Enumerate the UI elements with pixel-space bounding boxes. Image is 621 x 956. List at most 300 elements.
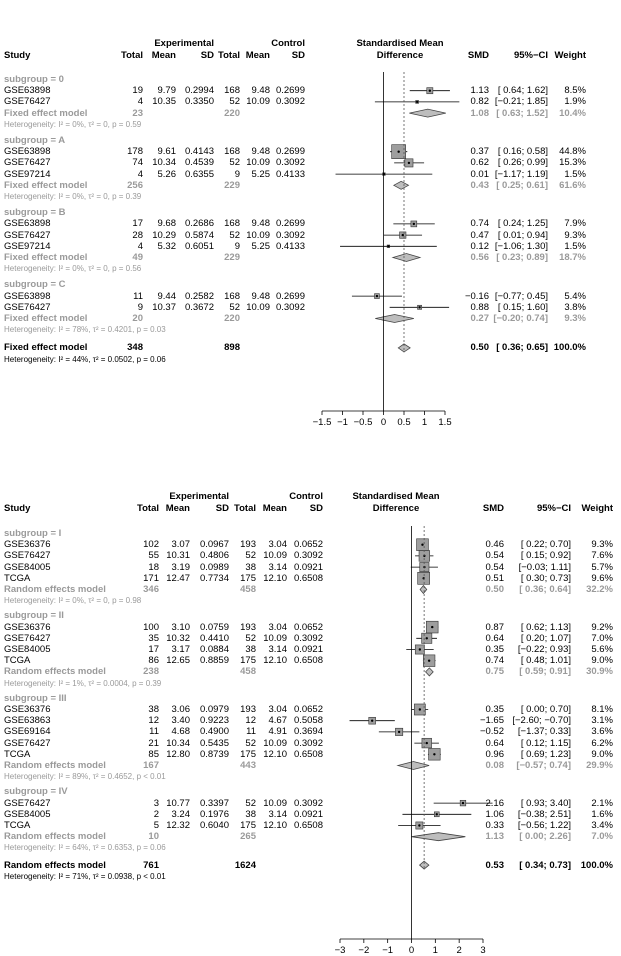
study-name: GSE76427: [4, 737, 51, 749]
effect-point: [433, 753, 435, 755]
ctl-sd: 0.4133: [275, 168, 305, 180]
ctl-mean: 3.14: [268, 808, 287, 820]
subgroup-summary-label: Random effects model: [4, 666, 106, 678]
exp-total: 102: [143, 539, 159, 551]
subgroup-label: subgroup = 0: [4, 74, 64, 85]
exp-mean: 3.19: [171, 561, 190, 573]
subgroup-smd: 0.50: [485, 584, 504, 595]
subgroup-heterogeneity: Heterogeneity: I² = 0%, τ² = 0, p = 0.98: [4, 596, 142, 606]
ctl-sd: 0.6508: [293, 820, 323, 831]
exp-sd: 0.7734: [199, 572, 229, 584]
exp-total: 74: [132, 157, 143, 169]
weight-value: 9.3%: [591, 539, 613, 551]
overall-ctl-total: 898: [224, 342, 240, 354]
ci-value: [ 0.30; 0.73]: [520, 572, 571, 584]
weight-value: 1.9%: [564, 96, 586, 108]
ctl-total: 193: [240, 621, 256, 633]
overall-weight: 100.0%: [580, 859, 613, 871]
study-name: TCGA: [4, 748, 31, 760]
exp-sd: 0.6355: [184, 168, 214, 180]
ctl-mean: 10.09: [246, 229, 270, 241]
ctl-sd: 0.3092: [275, 229, 305, 241]
overall-heterogeneity: Heterogeneity: I² = 71%, τ² = 0.0938, p < 0.01: [4, 871, 166, 881]
smd-value: 0.87: [485, 621, 504, 633]
exp-mean: 10.29: [152, 229, 176, 241]
exp-mean: 10.32: [166, 632, 190, 644]
study-name: GSE76427: [4, 632, 51, 644]
subgroup-ctl-total: 229: [224, 179, 240, 191]
ctl-mean: 10.09: [263, 550, 287, 562]
exp-sd: 0.5435: [199, 737, 229, 749]
ci-value: [ 0.12; 1.15]: [520, 737, 571, 749]
ctl-mean: 10.09: [263, 797, 287, 809]
ci-value: [ 0.48; 1.01]: [520, 655, 571, 667]
exp-total: 11: [133, 290, 143, 302]
ctl-sd: 0.2699: [275, 85, 305, 97]
exp-sd: 0.8739: [199, 748, 229, 760]
header-smd-line2: Difference: [376, 50, 424, 61]
ctl-sd: 0.3092: [293, 632, 323, 644]
study-name: GSE69164: [4, 726, 51, 738]
ctl-sd: 0.0921: [293, 808, 323, 820]
ci-value: [ 0.20; 1.07]: [520, 632, 571, 644]
header-control: Control: [289, 491, 323, 502]
header-study: Study: [4, 503, 31, 514]
exp-sd: 0.4410: [199, 632, 229, 644]
ci-value: [ 0.01; 0.94]: [497, 229, 548, 241]
ctl-sd: 0.3694: [293, 726, 323, 738]
subgroup-smd: 1.13: [485, 831, 504, 843]
x-tick-label: −1.5: [312, 417, 332, 428]
exp-total: 55: [148, 550, 159, 562]
header-exp-sd: SD: [215, 503, 229, 514]
ctl-mean: 3.04: [268, 704, 287, 715]
weight-value: 1.6%: [591, 808, 613, 820]
weight-value: 9.0%: [591, 748, 613, 760]
overall-ci: [ 0.34; 0.73]: [519, 859, 571, 871]
effect-point: [398, 731, 400, 733]
study-name: GSE76427: [4, 96, 51, 108]
subgroup-diamond: [375, 315, 414, 323]
ci-value: [−1.06; 1.30]: [494, 240, 548, 252]
ci-value: [ 0.24; 1.25]: [497, 218, 548, 230]
exp-total: 4: [137, 240, 143, 252]
ctl-total: 9: [234, 240, 240, 252]
weight-value: 3.6%: [591, 726, 613, 738]
ci-value: [ 0.22; 0.70]: [520, 539, 571, 551]
ci-value: [−0.22; 0.93]: [517, 644, 571, 655]
exp-total: 85: [148, 748, 159, 760]
effect-point: [371, 720, 373, 722]
weight-value: 3.8%: [564, 301, 586, 313]
study-name: GSE63863: [4, 715, 51, 727]
ctl-mean: 3.14: [268, 644, 287, 655]
subgroup-ci: [ 0.00; 2.26]: [519, 831, 571, 843]
ctl-mean: 10.09: [246, 157, 270, 169]
subgroup-ctl-total: 443: [240, 760, 256, 771]
subgroup-weight: 7.0%: [591, 831, 613, 843]
ctl-total: 52: [229, 157, 240, 169]
exp-total: 21: [148, 737, 159, 749]
ci-value: [ 0.93; 3.40]: [520, 797, 571, 809]
smd-value: 0.35: [485, 644, 504, 655]
x-tick-label: −3: [334, 945, 346, 956]
exp-total: 4: [137, 168, 143, 180]
study-name: GSE36376: [4, 621, 51, 633]
ctl-total: 52: [245, 797, 256, 809]
ctl-mean: 4.67: [268, 715, 287, 727]
study-name: GSE97214: [4, 168, 51, 180]
exp-total: 9: [137, 301, 143, 313]
ctl-total: 12: [245, 715, 256, 727]
subgroup-diamond: [412, 833, 466, 841]
ctl-mean: 10.09: [263, 632, 287, 644]
subgroup-smd: 0.56: [470, 252, 489, 263]
ci-value: [−0.21; 1.85]: [494, 96, 548, 108]
study-name: GSE84005: [4, 808, 51, 820]
subgroup-label: subgroup = C: [4, 279, 66, 291]
subgroup-ci: [−0.20; 0.74]: [493, 313, 548, 324]
exp-mean: 12.80: [166, 748, 190, 760]
ctl-mean: 9.48: [251, 146, 270, 158]
x-tick-label: 3: [480, 945, 486, 956]
x-tick-label: 1.5: [438, 417, 452, 428]
effect-point: [431, 626, 433, 628]
ctl-mean: 10.09: [246, 301, 270, 313]
exp-sd: 0.2582: [184, 290, 214, 302]
subgroup-ctl-total: 229: [224, 252, 240, 263]
weight-value: 5.6%: [591, 644, 613, 655]
exp-sd: 0.8859: [199, 655, 229, 667]
x-tick-label: −1: [382, 945, 394, 956]
exp-total: 86: [148, 655, 159, 667]
exp-mean: 4.68: [171, 726, 190, 738]
effect-point: [413, 223, 415, 225]
study-name: GSE97214: [4, 240, 51, 252]
exp-sd: 0.0759: [199, 621, 229, 633]
ci-value: [−1.17; 1.19]: [494, 168, 548, 180]
weight-value: 6.2%: [591, 737, 613, 749]
subgroup-diamond: [420, 586, 427, 594]
overall-weight: 100.0%: [553, 342, 586, 354]
ctl-mean: 9.48: [251, 290, 270, 302]
study-name: GSE76427: [4, 157, 51, 169]
ctl-sd: 0.3092: [275, 157, 305, 169]
ctl-sd: 0.0652: [293, 621, 323, 633]
header-smd: SMD: [467, 50, 489, 61]
ctl-total: 175: [240, 655, 256, 667]
exp-total: 11: [149, 726, 159, 738]
weight-value: 44.8%: [559, 146, 586, 158]
exp-mean: 3.06: [171, 704, 190, 715]
weight-value: 2.1%: [591, 797, 613, 809]
weight-value: 1.5%: [564, 240, 586, 252]
subgroup-smd: 0.27: [470, 313, 489, 324]
x-tick-label: 0: [408, 945, 415, 956]
x-tick-label: −1: [337, 417, 348, 428]
effect-point: [418, 824, 420, 826]
ctl-sd: 0.6508: [293, 655, 323, 667]
weight-value: 9.0%: [591, 655, 613, 667]
exp-mean: 9.79: [157, 85, 176, 97]
subgroup-heterogeneity: Heterogeneity: I² = 0%, τ² = 0, p = 0.59: [4, 119, 142, 129]
exp-mean: 3.10: [171, 621, 190, 633]
effect-point: [426, 637, 428, 639]
exp-sd: 0.3350: [184, 96, 214, 108]
ci-value: [ 0.69; 1.23]: [520, 748, 571, 760]
ctl-total: 38: [245, 561, 256, 573]
smd-value: 2.16: [485, 797, 504, 809]
header-exp-total: Total: [137, 503, 159, 514]
subgroup-ctl-total: 265: [240, 831, 256, 843]
x-tick-label: 2: [456, 945, 462, 956]
ci-value: [−0.77; 0.45]: [494, 290, 548, 302]
weight-value: 3.4%: [591, 820, 613, 831]
header-smd: SMD: [482, 503, 504, 514]
exp-mean: 3.07: [171, 539, 190, 551]
header-experimental: Experimental: [154, 38, 214, 49]
overall-exp-total: 348: [127, 342, 143, 354]
weight-value: 7.0%: [591, 632, 613, 644]
effect-point: [436, 813, 438, 815]
ctl-sd: 0.3092: [293, 797, 323, 809]
study-name: GSE84005: [4, 644, 51, 655]
smd-value: 0.82: [470, 96, 489, 108]
study-name: GSE63898: [4, 218, 51, 230]
subgroup-weight: 29.9%: [586, 760, 613, 771]
subgroup-diamond: [394, 181, 409, 189]
study-name: GSE76427: [4, 797, 51, 809]
exp-sd: 0.0967: [199, 539, 229, 551]
smd-value: 0.54: [485, 561, 504, 573]
smd-value: 0.37: [470, 146, 489, 158]
smd-value: 0.74: [485, 655, 504, 667]
exp-total: 171: [143, 572, 159, 584]
ctl-mean: 3.04: [268, 621, 287, 633]
ctl-mean: 4.91: [268, 726, 287, 738]
smd-value: 0.01: [470, 168, 489, 180]
header-exp-total: Total: [121, 50, 143, 61]
overall-exp-total: 761: [143, 859, 159, 871]
subgroup-summary-label: Fixed effect model: [4, 313, 88, 324]
exp-mean: 3.17: [171, 644, 190, 655]
exp-mean: 10.37: [152, 301, 176, 313]
ctl-mean: 10.09: [263, 737, 287, 749]
header-exp-mean: Mean: [151, 50, 176, 61]
study-name: GSE84005: [4, 561, 51, 573]
exp-sd: 0.5874: [184, 229, 214, 241]
smd-value: 0.88: [470, 301, 489, 313]
exp-total: 17: [148, 644, 159, 655]
header-smd-line1: Standardised Mean: [356, 38, 444, 49]
effect-point: [376, 295, 378, 297]
subgroup-heterogeneity: Heterogeneity: I² = 78%, τ² = 0.4201, p = 0.03: [4, 325, 166, 335]
exp-total: 178: [127, 146, 143, 158]
header-smd-line2: Difference: [372, 503, 420, 514]
exp-sd: 0.3397: [199, 797, 229, 809]
ctl-total: 52: [229, 229, 240, 241]
overall-heterogeneity: Heterogeneity: I² = 44%, τ² = 0.0502, p = 0.06: [4, 354, 166, 364]
ctl-mean: 5.25: [251, 240, 270, 252]
ctl-total: 38: [245, 644, 256, 655]
ci-value: [−2.60; −0.70]: [512, 715, 571, 727]
ctl-sd: 0.6508: [293, 748, 323, 760]
header-experimental: Experimental: [169, 491, 229, 502]
ci-value: [ 0.15; 0.92]: [520, 550, 571, 562]
effect-point: [419, 648, 421, 650]
exp-mean: 3.24: [171, 808, 190, 820]
header-ctl-sd: SD: [309, 503, 323, 514]
weight-value: 7.6%: [591, 550, 613, 562]
weight-value: 3.1%: [591, 715, 613, 727]
header-weight: Weight: [554, 50, 586, 61]
exp-total: 18: [148, 561, 159, 573]
subgroup-label: subgroup = II: [4, 610, 64, 622]
ctl-sd: 0.3092: [293, 737, 323, 749]
header-control: Control: [271, 38, 305, 49]
ctl-mean: 12.10: [263, 572, 287, 584]
subgroup-label: subgroup = B: [4, 207, 66, 219]
effect-point: [421, 544, 423, 546]
ctl-sd: 0.6508: [293, 572, 323, 584]
weight-value: 8.5%: [564, 85, 586, 97]
exp-sd: 0.0979: [199, 704, 229, 715]
header-ci: 95%−CI: [513, 50, 548, 61]
x-tick-label: 0.5: [397, 417, 411, 428]
ctl-mean: 12.10: [263, 820, 287, 831]
exp-sd: 0.4143: [184, 146, 214, 158]
header-ctl-mean: Mean: [245, 50, 270, 61]
exp-mean: 10.77: [166, 797, 190, 809]
subgroup-heterogeneity: Heterogeneity: I² = 0%, τ² = 0, p = 0.56: [4, 264, 142, 274]
study-name: TCGA: [4, 572, 31, 584]
exp-mean: 3.40: [171, 715, 190, 727]
ctl-sd: 0.0652: [293, 704, 323, 715]
ctl-total: 193: [240, 539, 256, 551]
smd-value: 0.12: [470, 240, 489, 252]
ci-value: [ 0.16; 0.58]: [497, 146, 548, 158]
effect-point: [416, 101, 418, 103]
subgroup-weight: 9.3%: [564, 313, 586, 324]
ctl-sd: 0.2699: [275, 290, 305, 302]
study-name: GSE76427: [4, 229, 51, 241]
effect-point: [429, 90, 431, 92]
exp-sd: 0.6051: [184, 240, 214, 252]
subgroup-label: subgroup = III: [4, 692, 67, 704]
effect-point: [397, 151, 399, 153]
subgroup-weight: 32.2%: [586, 584, 613, 595]
header-ctl-sd: SD: [291, 50, 305, 61]
effect-point: [419, 708, 421, 710]
exp-mean: 9.61: [157, 146, 176, 158]
exp-sd: 0.4539: [184, 157, 214, 169]
header-exp-mean: Mean: [165, 503, 190, 514]
exp-total: 12: [148, 715, 159, 727]
subgroup-diamond: [393, 254, 420, 262]
subgroup-diamond: [409, 109, 445, 117]
study-name: GSE36376: [4, 539, 51, 551]
subgroup-exp-total: 20: [132, 313, 143, 324]
subgroup-ci: [−0.57; 0.74]: [516, 760, 571, 771]
exp-sd: 0.4806: [199, 550, 229, 562]
weight-value: 1.5%: [564, 168, 586, 180]
ci-value: [ 0.64; 1.62]: [497, 85, 548, 97]
ctl-mean: 9.48: [251, 218, 270, 230]
exp-total: 100: [143, 621, 159, 633]
ctl-mean: 3.04: [268, 539, 287, 551]
overall-ci: [ 0.36; 0.65]: [496, 342, 548, 354]
exp-mean: 10.35: [152, 96, 176, 108]
ci-value: [−0.38; 2.51]: [517, 808, 571, 820]
smd-value: 0.51: [485, 572, 504, 584]
smd-value: 0.64: [485, 737, 504, 749]
ci-value: [ 0.00; 0.70]: [520, 704, 571, 715]
smd-value: 0.33: [485, 820, 504, 831]
ctl-total: 52: [229, 96, 240, 108]
smd-value: 1.13: [470, 85, 489, 97]
ctl-mean: 12.10: [263, 748, 287, 760]
exp-total: 19: [132, 85, 143, 97]
ctl-sd: 0.2699: [275, 218, 305, 230]
exp-mean: 12.47: [166, 572, 190, 584]
subgroup-label: subgroup = IV: [4, 786, 68, 798]
subgroup-weight: 61.6%: [559, 179, 586, 191]
header-ctl-mean: Mean: [262, 503, 287, 514]
effect-point: [462, 802, 464, 804]
ctl-total: 175: [240, 572, 256, 584]
exp-sd: 0.3672: [184, 301, 214, 313]
subgroup-heterogeneity: Heterogeneity: I² = 64%, τ² = 0.6353, p = 0.06: [4, 843, 166, 853]
ctl-mean: 12.10: [263, 655, 287, 667]
exp-sd: 0.2994: [184, 85, 214, 97]
exp-mean: 12.65: [166, 655, 190, 667]
study-name: TCGA: [4, 820, 31, 831]
x-tick-label: −2: [358, 945, 370, 956]
ctl-sd: 0.5058: [293, 715, 323, 727]
subgroup-summary-label: Fixed effect model: [4, 252, 88, 263]
subgroup-heterogeneity: Heterogeneity: I² = 0%, τ² = 0, p = 0.39: [4, 192, 142, 201]
smd-value: −1.65: [479, 715, 504, 727]
smd-value: 0.46: [485, 539, 504, 551]
ci-value: [ 0.62; 1.13]: [520, 621, 571, 633]
ctl-mean: 3.14: [268, 561, 287, 573]
exp-mean: 12.32: [166, 820, 190, 831]
subgroup-summary-label: Random effects model: [4, 831, 106, 843]
exp-total: 3: [153, 797, 159, 809]
exp-sd: 0.4900: [199, 726, 229, 738]
forest-plot-a: [0, 0, 621, 440]
header-exp-sd: SD: [200, 50, 214, 61]
study-name: GSE36376: [4, 704, 51, 715]
header-ci: 95%−CI: [536, 503, 571, 514]
smd-value: 1.06: [485, 808, 504, 820]
subgroup-weight: 30.9%: [586, 666, 613, 678]
subgroup-exp-total: 256: [127, 179, 143, 191]
ctl-mean: 5.25: [251, 168, 270, 180]
effect-point: [418, 306, 420, 308]
overall-label: Fixed effect model: [4, 342, 88, 354]
subgroup-exp-total: 23: [132, 107, 143, 119]
exp-mean: 9.44: [157, 290, 176, 302]
ctl-sd: 0.2699: [275, 146, 305, 158]
exp-total: 5: [153, 820, 159, 831]
x-tick-label: 1: [421, 417, 428, 428]
study-name: GSE76427: [4, 301, 51, 313]
exp-total: 28: [132, 229, 143, 241]
weight-value: 9.2%: [591, 621, 613, 633]
subgroup-smd: 0.08: [485, 760, 504, 771]
x-tick-label: 0: [380, 417, 387, 428]
